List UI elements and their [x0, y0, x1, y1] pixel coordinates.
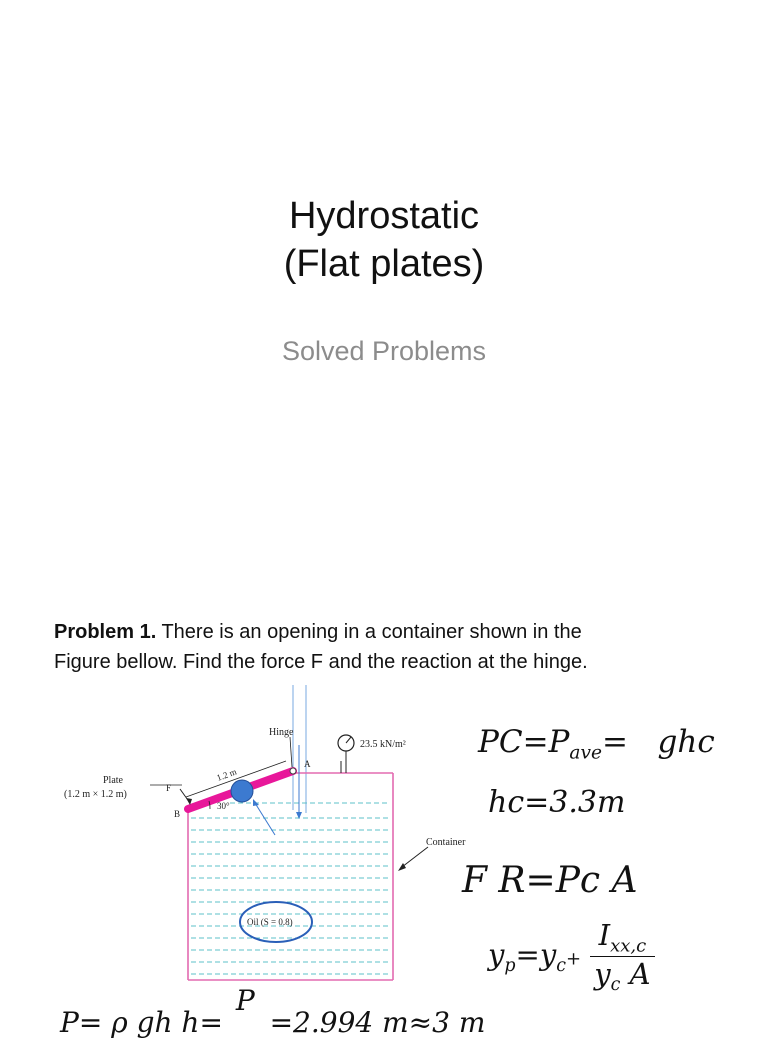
subtitle: Solved Problems — [281, 336, 487, 366]
container-figure — [60, 685, 466, 995]
angle-label: 30° — [217, 801, 230, 811]
eq1-rhs: = ghc — [602, 724, 715, 760]
length-label: 1.2 m — [215, 766, 238, 783]
eq5-start: P= ρ gh h= — [60, 1006, 223, 1039]
oil-lines — [191, 803, 390, 974]
title-line-2: (Flat plates) — [283, 243, 485, 285]
page-title — [0, 192, 768, 288]
hinge-label: Hinge — [269, 727, 294, 738]
eq4-den: y — [594, 957, 611, 992]
plate-label-2: (1.2 m × 1.2 m) — [64, 789, 127, 800]
eq4-lhs: y — [488, 937, 505, 972]
equation-pressure-head — [60, 984, 486, 1039]
pressure-label: 23.5 kN/m² — [360, 739, 406, 750]
eq4-sub2: c — [556, 955, 566, 976]
equation-yp — [488, 918, 655, 995]
problem-text-1: There is an opening in a container shown in the — [156, 621, 582, 643]
eq5-frac-num: P — [235, 984, 255, 1017]
container-label: Container — [426, 837, 466, 848]
eq4-num: I — [598, 918, 611, 952]
eq4-plus: + — [565, 948, 582, 970]
problem-statement — [54, 617, 734, 677]
eq1-sub: ave — [569, 742, 603, 764]
equation-hc: hc=3.3m — [488, 785, 626, 820]
eq4-num-sub: xx,c — [610, 935, 647, 957]
oil-label: Oil (S = 0.8) — [247, 917, 293, 927]
equation-fr: F R=Pc A — [462, 860, 638, 901]
problem-label: Problem 1. — [54, 621, 157, 643]
point-b-label: B — [174, 809, 181, 819]
hinge-ball — [231, 780, 253, 802]
plate-label-1: Plate — [103, 775, 123, 786]
eq4-fraction — [590, 918, 654, 995]
title-line-1: Hydrostatic — [288, 195, 480, 237]
eq1-lhs: PC=P — [478, 724, 570, 760]
eq4-den-sub: c — [610, 975, 621, 996]
eq5-end: =2.994 m≈3 m — [269, 1006, 486, 1039]
point-a-label: A — [304, 759, 311, 769]
force-label: F — [166, 783, 172, 793]
eq4-den-tail: A — [620, 957, 651, 992]
eq4-mid: =y — [515, 937, 557, 972]
problem-text-2: Figure bellow. Find the force F and the reaction at the hinge. — [54, 651, 588, 673]
equation-pc — [478, 724, 715, 764]
eq4-sub1: p — [504, 955, 516, 976]
